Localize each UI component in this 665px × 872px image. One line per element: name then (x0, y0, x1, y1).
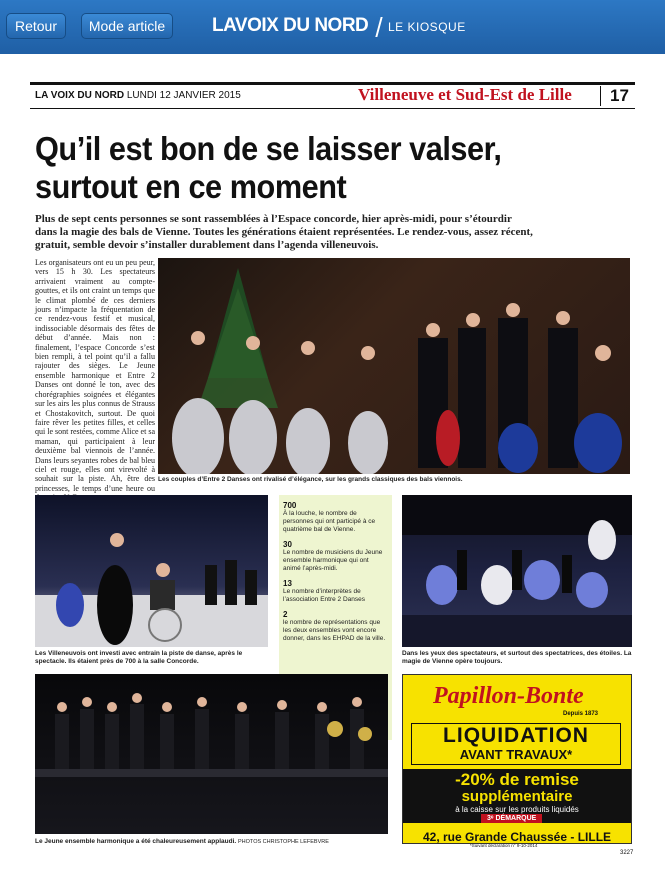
headline-line-2: surtout en ce moment (35, 168, 347, 205)
ad-since: Depuis 1873 (563, 711, 599, 717)
ad-discount: -20% de remise (455, 770, 579, 789)
headline (35, 130, 584, 206)
paper-title: LA VOIX DU NORD (35, 90, 125, 101)
stat-text: À la louche, le nombre de personnes qui ont participé à ce quatrième bal de Vienne. (283, 510, 376, 533)
main-photo-image (158, 258, 630, 474)
back-button[interactable]: Retour (6, 13, 66, 39)
page-number: 17 (610, 86, 629, 105)
main-photo-caption: Les couples d’Entre 2 Danses ont rivalisé d’élégance, sur les grands classiques des bals viennois. (158, 476, 463, 483)
spectators-photo (402, 495, 632, 647)
stat-item (283, 610, 388, 643)
orchestra-photo (35, 674, 388, 834)
paper-name (35, 90, 241, 101)
stat-item (283, 501, 388, 534)
ad-logo: Papillon-Bonte (433, 683, 584, 709)
advertisement[interactable] (402, 674, 632, 844)
paper-date: LUNDI 12 JANVIER 2015 (126, 90, 241, 101)
stat-text: Le nombre d’interprètes de l’association Entre 2 Danses (283, 588, 366, 603)
spectators-photo-image (402, 495, 632, 647)
article-body: Les organisateurs ont eu un peu peur, vers 15 h 30. Les spectateurs arrivaient vraiment au compte-gouttes, et ils ont craint un temps que le climat plombé de ces derniers jours n’impacte la fréquentation de ce rendez-vous festif et musical, indissociable désormais des fêtes de début d’année. Mais non : finalement, l’espace Concorde s’est bien rempli, à tel point qu’il a fallu rajouter des sièges. Le Jeune ensemble harmonique et Entre 2 Danses ont donné le ton, avec des chorégraphies soignées et élégantes sur les airs les plus connus de Strauss et Chostakovitch, surtout. De quoi faire rêver les petites filles, et celles qui le sont restées, comme Alice et sa maman, qui participaient à leur deuxième bal viennois de l’année. Dans leurs seyantes robes de bal bleu ciel et rouge, elles ont virevolté à souhait sur la piste. Ah, être des princesses, le temps d’une heure ou (35, 258, 155, 493)
stat-number: 700 (283, 501, 297, 510)
orchestra-photo-image (35, 674, 388, 834)
ad-demarque: 3ᵉ DÉMARQUE (481, 814, 542, 823)
dancefloor-caption: Les Villeneuvois ont investi avec entrain la piste de danse, après le spectacle. Ils étaient près de 700 à la salle Concorde. (35, 650, 243, 665)
stat-number: 2 (283, 610, 288, 619)
ad-footnote: *Suivant déclaration n° 9-10-2014 (470, 843, 538, 848)
stat-text: le nombre de représentations que les deux ensembles vont encore donner, dans les EHPAD de la ville. (283, 619, 386, 642)
brand-logo: LAVOIX DU NORD (212, 15, 369, 36)
photo-credit: PHOTOS CHRISTOPHE LEFEBVRE (238, 839, 329, 845)
ad-avant-travaux: AVANT TRAVAUX* (459, 747, 573, 762)
spectators-caption: Dans les yeux des spectateurs, et surtout des spectatrices, des étoiles. La magie de Vienne opère toujours. (402, 650, 632, 665)
app-toolbar (0, 0, 665, 54)
page-number-divider (600, 86, 601, 106)
article-mode-button[interactable]: Mode article (81, 13, 173, 39)
ad-liquidation: LIQUIDATION (443, 724, 589, 747)
ad-supplementaire: supplémentaire (461, 788, 573, 805)
folio-number: 3227 (620, 850, 634, 856)
stat-item (283, 579, 388, 604)
newspaper-page (30, 70, 635, 870)
section-title: Villeneuve et Sud-Est de Lille (358, 85, 572, 104)
stat-number: 30 (283, 540, 292, 549)
brand-kiosque: LE KIOSQUE (388, 20, 466, 34)
stat-number: 13 (283, 579, 292, 588)
article-lede: Plus de sept cents personnes se sont rassemblées à l’Espace concorde, hier après-midi, pour s’étourdir dans la magie des bals de Vienne. Toutes les générations étaient représentées. Le rendez-vous, assez récent, gratuit, semble devoir s’installer durablement dans l’agenda villeneuvois. (35, 213, 533, 251)
ad-note: à la caisse sur les produits liquidés (455, 805, 579, 814)
orchestra-caption (35, 838, 388, 846)
brand-divider (375, 17, 382, 37)
stat-item (283, 540, 388, 573)
dancefloor-photo (35, 495, 268, 647)
orchestra-caption-text: Le Jeune ensemble harmonique a été chaleureusement applaudi. (35, 838, 237, 845)
dancefloor-photo-image (35, 495, 268, 647)
ad-liquidation-box (411, 723, 621, 765)
header-rule-bottom (30, 108, 635, 109)
main-photo (158, 258, 630, 474)
ad-address: 42, rue Grande Chaussée - LILLE (422, 830, 612, 844)
stat-text: Le nombre de musiciens du Jeune ensemble harmonique qui ont animé l’après-midi. (283, 549, 383, 572)
headline-line-1: Qu’il est bon de se laisser valser, (35, 130, 502, 167)
